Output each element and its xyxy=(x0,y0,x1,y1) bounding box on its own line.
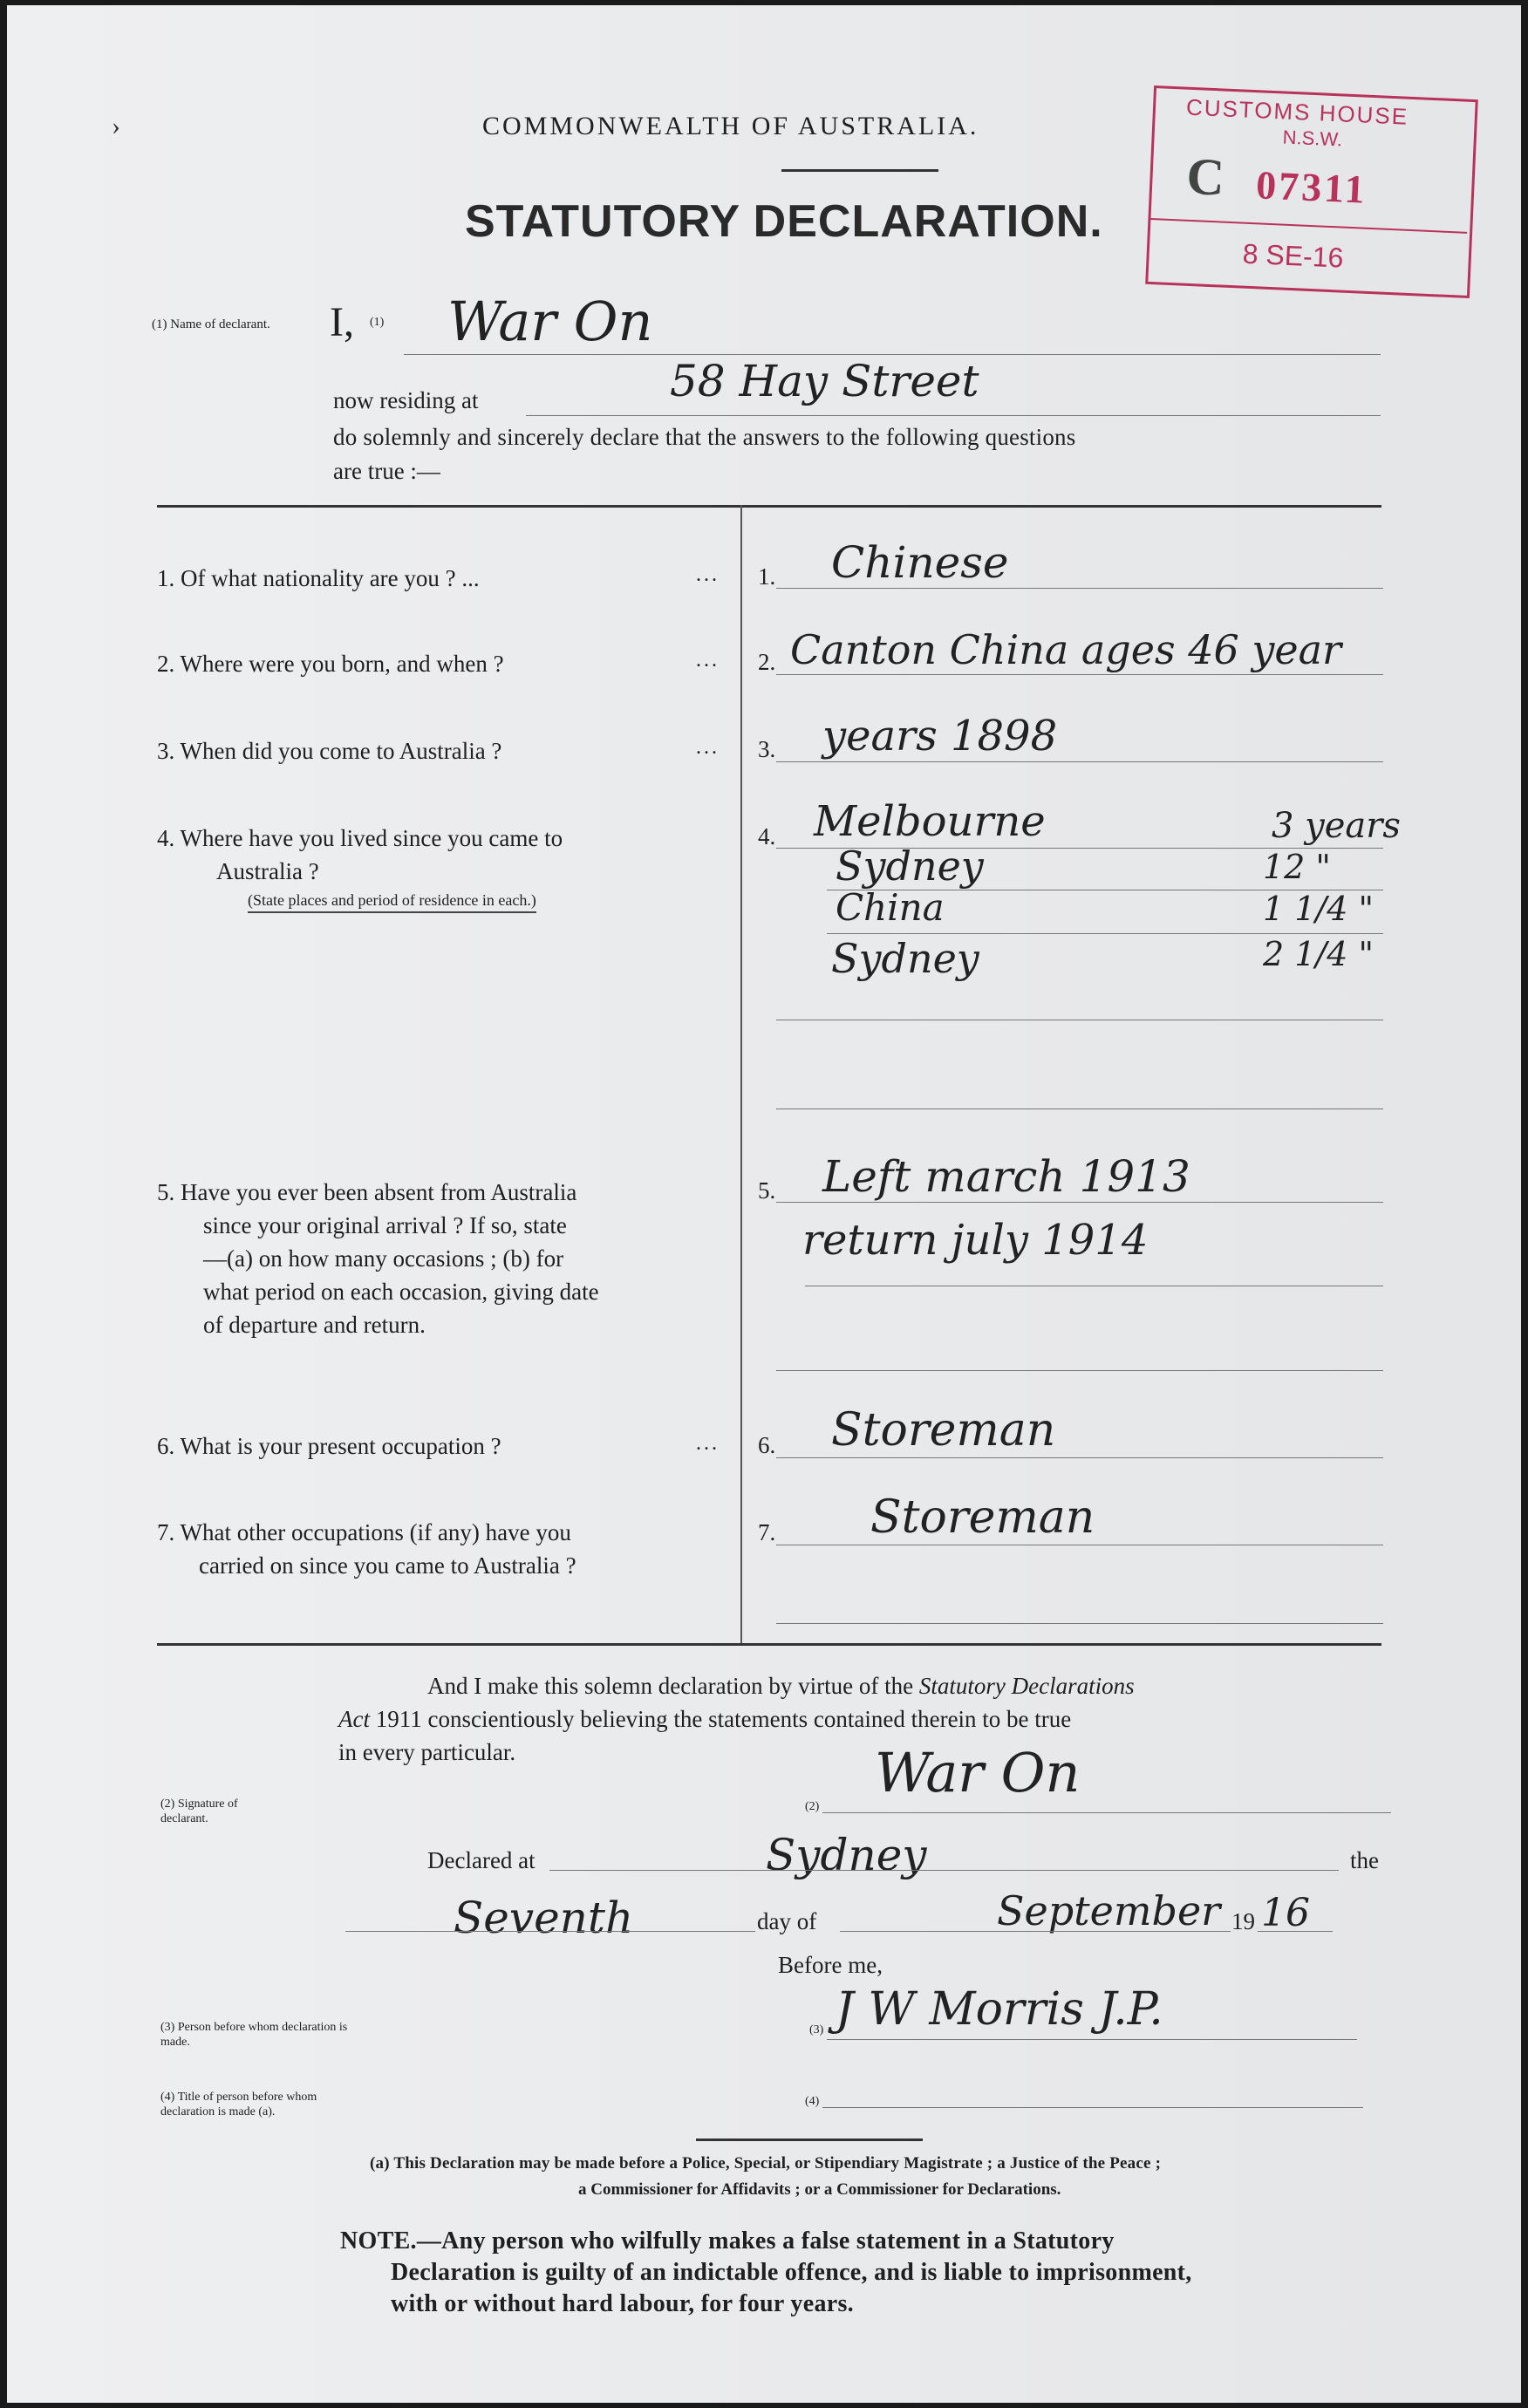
declared-at-line xyxy=(549,1870,1339,1871)
answer-6-line xyxy=(776,1457,1383,1458)
question-1-text: Of what nationality are you ? ... xyxy=(181,565,480,591)
question-2-number: 2. xyxy=(157,651,175,677)
question-6-dots: ... xyxy=(696,1432,720,1455)
question-4-text-2: Australia ? xyxy=(216,858,319,884)
period-3: 1 1/4 " xyxy=(1263,890,1374,928)
period-1: 3 years xyxy=(1272,806,1401,846)
place-line-5 xyxy=(776,1108,1383,1109)
question-5 xyxy=(157,1176,576,1209)
question-5-text-4: what period on each occasion, giving date xyxy=(203,1279,599,1305)
declaration-line-2 xyxy=(338,1702,1071,1736)
footnote-line-1: (a) This Declaration may be made before a Police, Special, or Stipendiary Magistrate ; a Justice of the Peace ; xyxy=(370,2154,1162,2173)
answer-6-number: 6. xyxy=(758,1432,776,1458)
question-5-text-5: of departure and return. xyxy=(203,1312,426,1338)
place-2: Sydney xyxy=(836,842,984,890)
margin-note-title: (4) Title of person before whom declaration is made (a). xyxy=(160,2091,317,2118)
table-top-rule xyxy=(157,505,1381,508)
jp-line xyxy=(827,2039,1357,2040)
question-3-number: 3. xyxy=(157,738,175,764)
ref-4: (4) xyxy=(805,2095,820,2108)
residing-label: now residing at xyxy=(333,387,479,413)
answer-1-number: 1. xyxy=(758,563,776,590)
answer-7-number: 7. xyxy=(758,1519,776,1545)
answer-6: Storeman xyxy=(831,1404,1056,1456)
question-5-text-3: —(a) on how many occasions ; (b) for xyxy=(203,1245,564,1272)
period-4: 2 1/4 " xyxy=(1263,935,1374,973)
question-3-text: When did you come to Australia ? xyxy=(180,738,502,764)
declaration-line-3: in every particular. xyxy=(338,1739,516,1765)
table-column-divider xyxy=(740,505,742,1644)
year-line xyxy=(1258,1931,1333,1932)
question-1 xyxy=(157,562,480,595)
answer-7: Storeman xyxy=(870,1491,1095,1544)
question-6-number: 6. xyxy=(157,1433,175,1459)
answer-5-rule-3 xyxy=(776,1370,1383,1371)
residing-address: 58 Hay Street xyxy=(670,356,979,406)
ref-3: (3) xyxy=(809,2023,824,2036)
declare-line1: do solemnly and sincerely declare that the answers to the following questions xyxy=(333,424,1076,450)
footnote-rule xyxy=(696,2139,923,2141)
stamp-line1: CUSTOMS HOUSE xyxy=(1185,93,1409,130)
question-5-text-2: since your original arrival ? If so, state xyxy=(203,1212,567,1238)
title-line xyxy=(822,2107,1363,2108)
declared-at-label: Declared at xyxy=(427,1847,535,1873)
declared-place: Sydney xyxy=(766,1830,927,1880)
question-2-text: Where were you born, and when ? xyxy=(180,651,504,677)
address-line xyxy=(526,415,1381,416)
answer-3: years 1898 xyxy=(822,712,1058,761)
margin-note-signature: (2) Signature of declarant. xyxy=(160,1797,238,1825)
question-3-dots: ... xyxy=(696,736,720,759)
margin-note-person: (3) Person before whom declaration is made. xyxy=(160,2021,348,2049)
declaration-line-2b: 1911 conscientiously believing the statements contained therein to be true xyxy=(369,1706,1072,1732)
answer-2-line xyxy=(776,674,1383,675)
declarant-name: War On xyxy=(447,290,653,353)
question-6-text: What is your present occupation ? xyxy=(180,1433,501,1459)
question-5-number: 5. xyxy=(157,1179,175,1205)
table-bottom-rule xyxy=(157,1643,1381,1646)
answer-5-line-1: Left march 1913 xyxy=(822,1151,1190,1202)
declared-day: Seventh xyxy=(454,1893,634,1943)
document-page xyxy=(7,5,1521,2403)
declaration-line-1a: And I make this solemn declaration by virtue of the xyxy=(427,1673,919,1699)
answer-2-number: 2. xyxy=(758,649,776,675)
name-line xyxy=(404,354,1381,355)
question-7-number: 7. xyxy=(157,1519,175,1545)
answer-3-line xyxy=(776,761,1383,762)
jp-signature: J W Morris J.P. xyxy=(836,1983,1163,2036)
answer-4-number: 4. xyxy=(758,823,776,849)
note-line-2: Declaration is guilty of an indictable offence, and is liable to imprisonment, xyxy=(391,2259,1192,2286)
before-me-label: Before me, xyxy=(778,1952,883,1978)
stamp-date: 8 SE-16 xyxy=(1242,237,1345,274)
year-suffix: 16 xyxy=(1261,1891,1310,1935)
ref-1: (1) xyxy=(370,316,385,329)
question-7-text-1: What other occupations (if any) have you xyxy=(180,1519,571,1545)
day-of-label: day of xyxy=(757,1908,817,1934)
commonwealth-heading: COMMONWEALTH OF AUSTRALIA. xyxy=(482,112,979,140)
question-2 xyxy=(157,647,504,680)
place-4: Sydney xyxy=(831,935,979,982)
answer-1: Chinese xyxy=(831,537,1009,588)
day-line xyxy=(345,1931,755,1932)
question-6 xyxy=(157,1429,501,1463)
question-4 xyxy=(157,822,563,855)
note-line-1: NOTE.—Any person who wilfully makes a false statement in a Statutory xyxy=(340,2227,1115,2255)
statutory-declaration-title: STATUTORY DECLARATION. xyxy=(465,196,1103,247)
ref-2: (2) xyxy=(805,1800,820,1813)
place-3: China xyxy=(836,886,945,929)
period-2: 12 " xyxy=(1263,848,1331,886)
customs-stamp xyxy=(1145,85,1478,298)
corner-mark: › xyxy=(112,112,120,140)
question-3 xyxy=(157,734,501,767)
stamp-number: 07311 xyxy=(1255,162,1368,212)
answer-5-line-2: return july 1914 xyxy=(802,1216,1149,1265)
question-7-text-2: carried on since you came to Australia ? xyxy=(199,1552,576,1579)
answer-5-rule-1 xyxy=(776,1202,1383,1203)
the-label: the xyxy=(1350,1847,1379,1873)
declarant-signature: War On xyxy=(875,1741,1081,1804)
answer-5-number: 5. xyxy=(758,1177,776,1204)
note-line-3: with or without hard labour, for four years. xyxy=(391,2290,854,2317)
answer-2: Canton China ages 46 year xyxy=(790,626,1341,673)
question-1-number: 1. xyxy=(157,565,175,591)
question-4-number: 4. xyxy=(157,825,175,851)
question-4-note: (State places and period of residence in each.) xyxy=(248,891,536,913)
question-5-text-1: Have you ever been absent from Australia xyxy=(181,1179,577,1205)
heading-rule xyxy=(781,169,938,172)
place-1: Melbourne xyxy=(814,797,1046,846)
margin-note-name: (1) Name of declarant. xyxy=(152,317,270,331)
question-2-dots: ... xyxy=(696,649,720,672)
stamp-line2: N.S.W. xyxy=(1282,126,1343,151)
answer-7-line-2 xyxy=(776,1623,1383,1624)
place-line-3 xyxy=(827,933,1383,934)
declaration-act-name: Statutory Declarations xyxy=(918,1673,1135,1699)
declared-month: September xyxy=(997,1887,1221,1934)
signature-line xyxy=(822,1812,1391,1813)
i-label: I, xyxy=(330,299,354,345)
month-line xyxy=(840,1931,1231,1932)
answer-3-number: 3. xyxy=(758,736,776,762)
stamp-letter: C xyxy=(1185,147,1226,207)
year-prefix: 19 xyxy=(1231,1908,1255,1934)
question-4-text-1: Where have you lived since you came to xyxy=(180,825,563,851)
footnote-line-2: a Commissioner for Affidavits ; or a Commissioner for Declarations. xyxy=(578,2180,1061,2199)
answer-1-line xyxy=(776,588,1383,589)
question-1-dots: ... xyxy=(696,563,720,586)
declare-line2: are true :— xyxy=(333,458,440,484)
question-7 xyxy=(157,1516,571,1549)
declaration-act-word: Act xyxy=(338,1706,370,1732)
declaration-line-1 xyxy=(427,1669,1135,1702)
